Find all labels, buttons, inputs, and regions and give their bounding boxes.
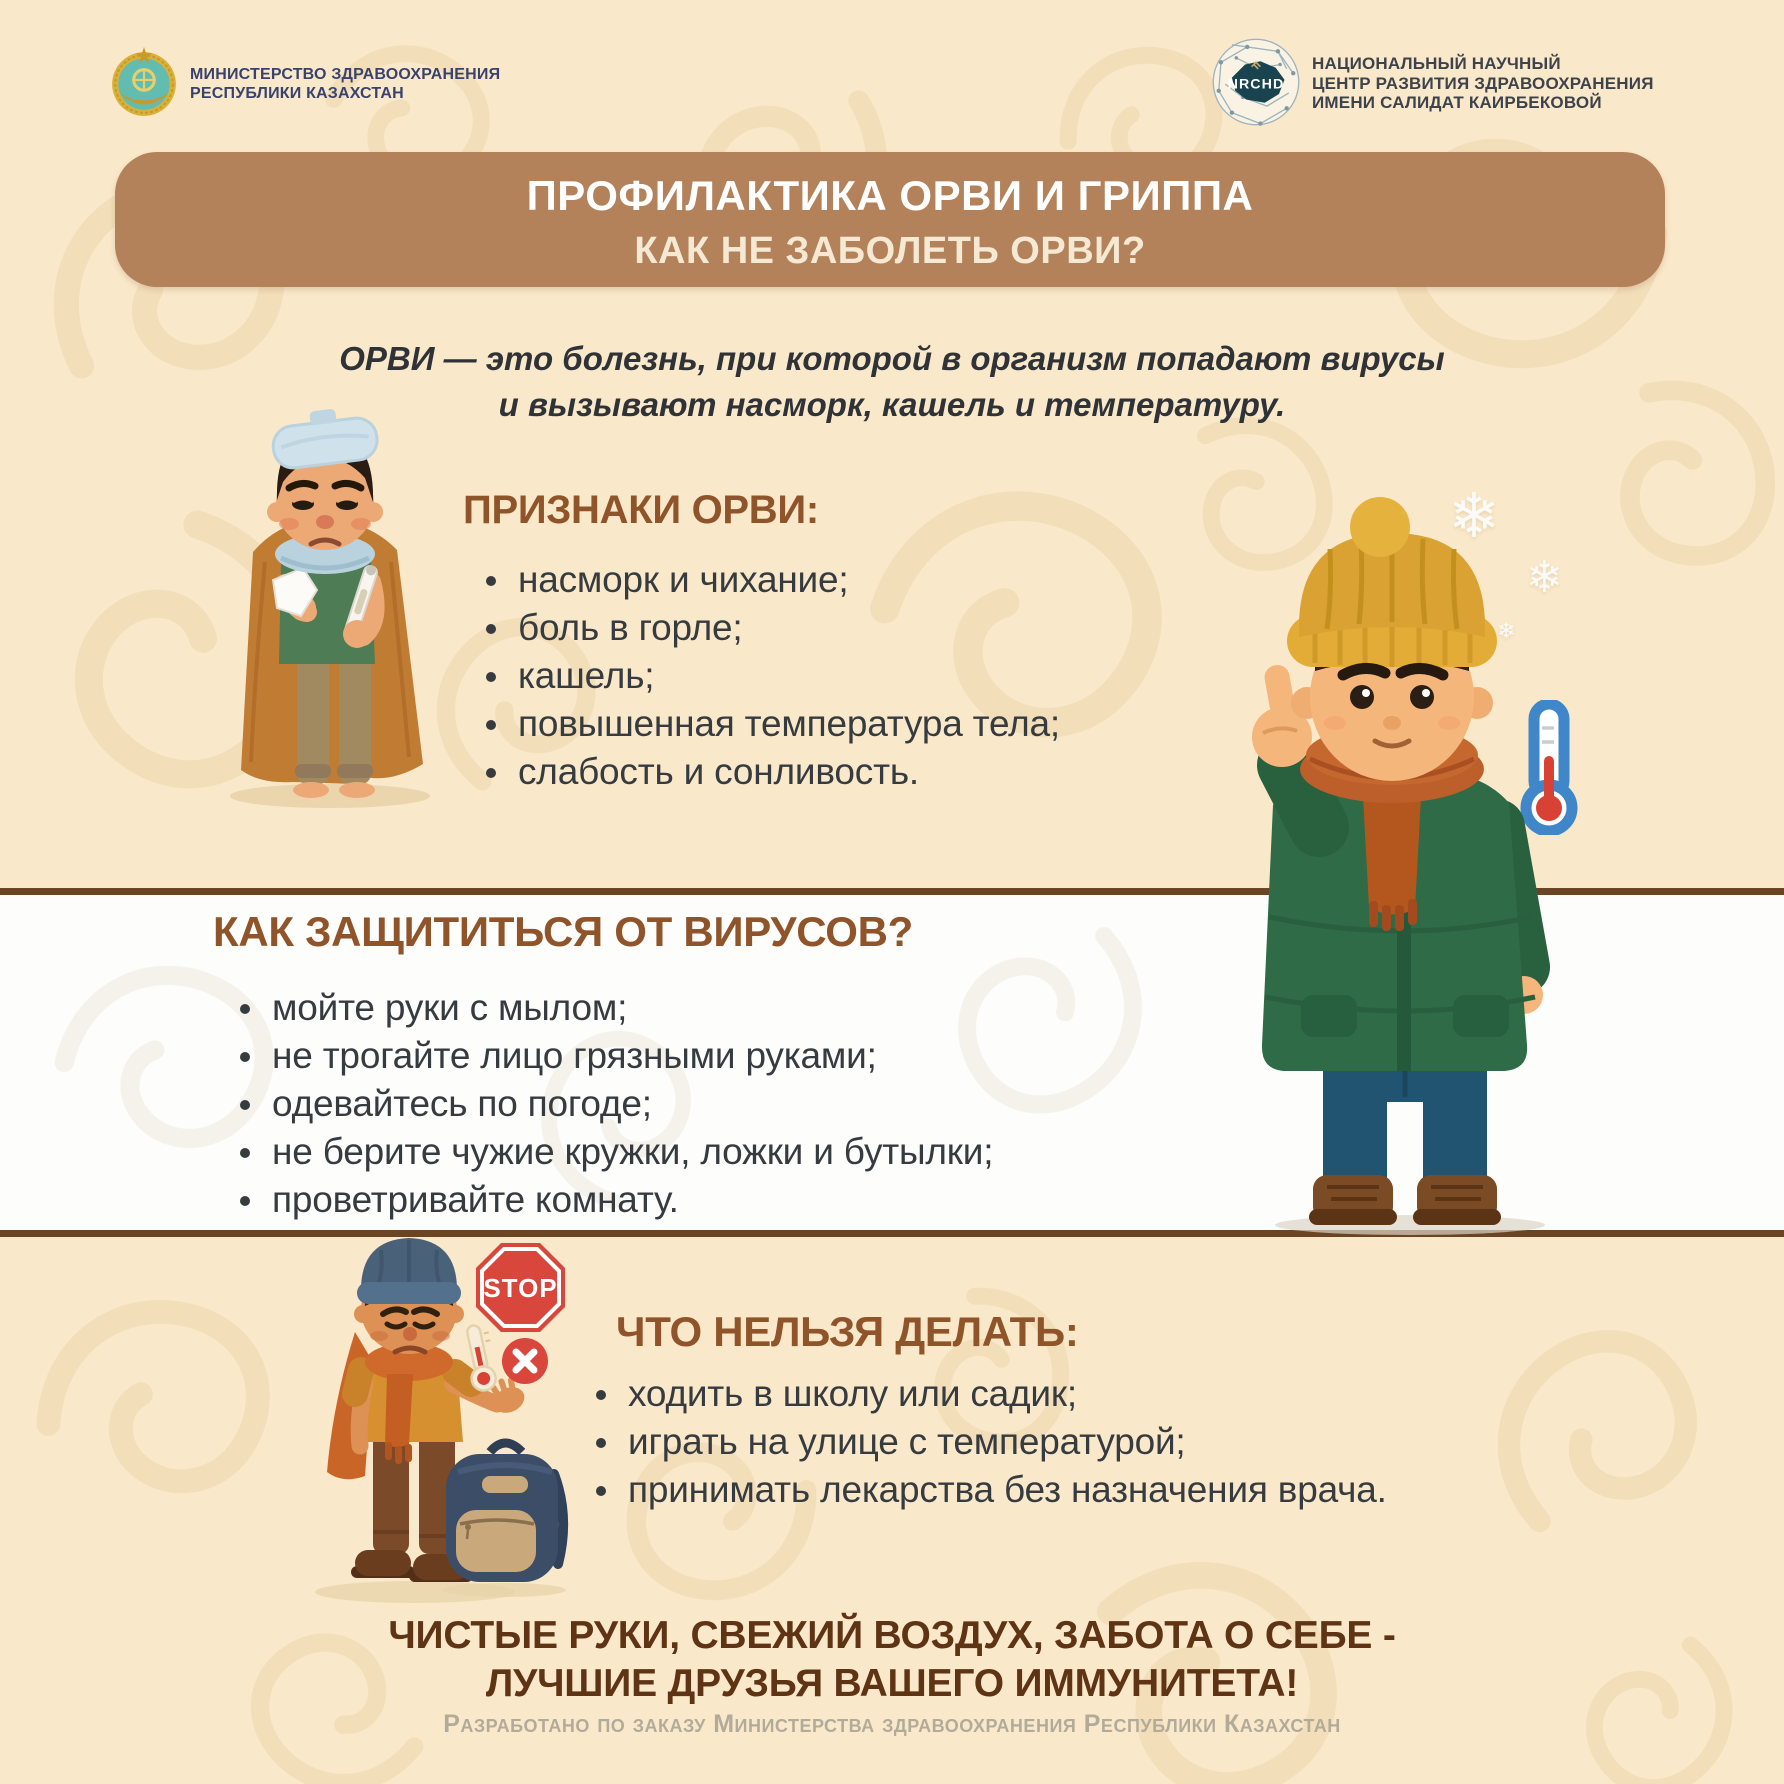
footer-note: Разработано по заказу Министерства здравоохранения Республики Казахстан [443, 1710, 1341, 1738]
conclusion-line1: ЧИСТЫЕ РУКИ, СВЕЖИЙ ВОЗДУХ, ЗАБОТА О СЕБЕ - [388, 1614, 1396, 1657]
list-item: боль в горле; [478, 604, 1060, 652]
ministry-name [190, 66, 500, 104]
list-item: мойте руки с мылом; [232, 984, 993, 1032]
list-item: не берите чужие кружки, ложки и бутылки; [232, 1128, 993, 1176]
snowflake-icon: ❄ [1526, 553, 1563, 602]
protection-section-title: КАК ЗАЩИТИТЬСЯ ОТ ВИРУСОВ? [213, 908, 913, 955]
list-item: принимать лекарства без назначения врача. [588, 1466, 1387, 1514]
title-banner [115, 152, 1665, 287]
list-item: повышенная температура тела; [478, 700, 1060, 748]
stop-sign-icon [473, 1240, 568, 1335]
banner-subtitle: КАК НЕ ЗАБОЛЕТЬ ОРВИ? [634, 230, 1146, 272]
nrchd-logo-icon [1210, 36, 1302, 128]
sick-boy-illustration [185, 372, 465, 812]
conclusion-line2: ЛУЧШИЕ ДРУЗЬЯ ВАШЕГО ИММУНИТЕТА! [485, 1662, 1299, 1705]
ministry-name-line2: РЕСПУБЛИКИ КАЗАХСТАН [190, 84, 404, 102]
list-item: кашель; [478, 652, 1060, 700]
nrchd-name-line1: НАЦИОНАЛЬНЫЙ НАУЧНЫЙ [1312, 54, 1561, 73]
list-item: одевайтесь по погоде; [232, 1080, 993, 1128]
stop-sign-label: STOP [483, 1273, 558, 1303]
intro-line2: и вызывают насморк, кашель и температуру. [498, 386, 1286, 423]
backpack-illustration [438, 1432, 573, 1597]
list-item: проветривайте комнату. [232, 1176, 993, 1224]
nrchd-name [1312, 54, 1654, 113]
nrchd-logo-text: NRCHD [1227, 76, 1285, 93]
list-item: слабость и сонливость. [478, 748, 1060, 796]
conclusion-text [0, 1612, 1784, 1708]
forbidden-list [588, 1370, 1387, 1514]
nrchd-name-line3: ИМЕНИ САЛИДАТ КАИРБЕКОВОЙ [1312, 93, 1602, 113]
ministry-name-line1: МИНИСТЕРСТВО ЗДРАВООХРАНЕНИЯ [190, 66, 501, 83]
list-item: ходить в школу или садик; [588, 1370, 1387, 1418]
snowflake-icon: ❄ [1448, 482, 1500, 551]
forbidden-section-title: ЧТО НЕЛЬЗЯ ДЕЛАТЬ: [616, 1308, 1079, 1355]
list-item: играть на улице с температурой; [588, 1418, 1387, 1466]
kazakhstan-emblem-icon [108, 46, 180, 118]
banner-title: ПРОФИЛАКТИКА ОРВИ И ГРИППА [526, 172, 1254, 219]
list-item: не трогайте лицо грязными руками; [232, 1032, 993, 1080]
nrchd-name-line2: ЦЕНТР РАЗВИТИЯ ЗДРАВООХРАНЕНИЯ [1312, 73, 1654, 93]
signs-section-title: ПРИЗНАКИ ОРВИ: [463, 488, 819, 532]
no-temperature-icon [453, 1323, 553, 1395]
protection-list [232, 984, 993, 1224]
list-item: насморк и чихание; [478, 556, 1060, 604]
snowflake-icon: ❄ [1497, 618, 1516, 643]
signs-list [478, 556, 1060, 796]
intro-line1: ОРВИ — это болезнь, при которой в организм попадают вирусы [339, 340, 1445, 377]
healthy-boy-illustration [1235, 497, 1575, 1237]
